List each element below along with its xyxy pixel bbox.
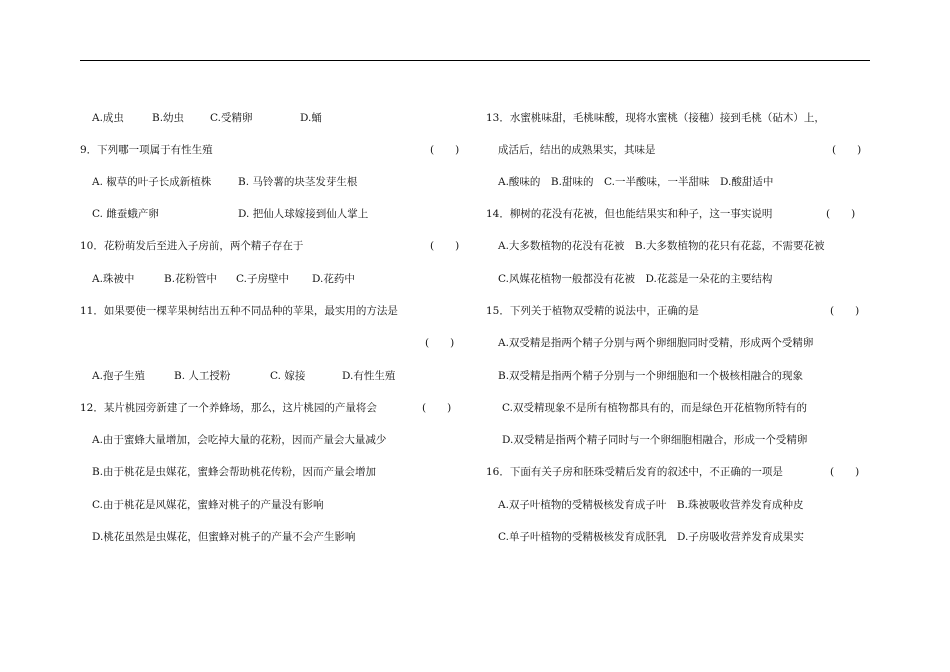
- option-b: B. 人工授粉: [174, 370, 231, 382]
- option-a: A.成虫: [92, 112, 124, 124]
- q12-option-c: [80, 497, 465, 513]
- q14-options-cd: [486, 271, 870, 287]
- option-d: D.有性生殖: [342, 370, 396, 382]
- option-b: B.花粉管中: [164, 273, 218, 285]
- question-text: 10．花粉萌发后至进入子房前，两个精子存在于: [80, 240, 304, 252]
- q15-option-d: [486, 432, 870, 448]
- option-a: A. 椒草的叶子长成新植株: [92, 176, 212, 188]
- question-text: 13．水蜜桃味甜，毛桃味酸，现将水蜜桃（接穗）接到毛桃（砧木）上，: [486, 112, 825, 124]
- question-text: 15．下列关于植物双受精的说法中，正确的是: [486, 305, 699, 317]
- q8-options: [80, 110, 465, 126]
- option-c: C.由于桃花是风媒花，蜜蜂对桃子的产量没有影响: [92, 499, 324, 511]
- answer-paren: ( ): [422, 402, 452, 414]
- option-a: A.珠被中: [92, 273, 135, 285]
- q11-options: [80, 368, 465, 384]
- q15-option-b: [486, 368, 870, 384]
- option-d: D.蛹: [300, 112, 322, 124]
- option-c: C. 嫁接: [270, 370, 306, 382]
- question-text: 12．某片桃园旁新建了一个养蜂场，那么，这片桃园的产量将会: [80, 402, 377, 414]
- option-c: C.双受精现象不是所有植物都具有的，而是绿色开花植物所特有的: [502, 402, 807, 414]
- option-b: B.双受精是指两个精子分别与一个卵细胞和一个极核相融合的现象: [498, 370, 804, 382]
- q9-options-ab: [80, 174, 465, 190]
- option-list: A.酸味的 B.甜味的 C.一半酸味，一半甜味 D.酸甜适中: [498, 176, 774, 188]
- option-c: C.子房壁中: [236, 273, 289, 285]
- option-list: C.单子叶植物的受精极核发育成胚乳 D.子房吸收营养发育成果实: [498, 531, 804, 543]
- question-text: 16．下面有关子房和胚珠受精后发育的叙述中，不正确的一项是: [486, 466, 783, 478]
- question-text: 成活后，结出的成熟果实，其味是: [498, 144, 656, 156]
- q10-stem: [80, 238, 465, 254]
- option-a: A.孢子生殖: [92, 370, 145, 382]
- question-text: 11．如果要使一棵苹果树结出五种不同品种的苹果，最实用的方法是: [80, 305, 398, 317]
- q12-stem: [80, 400, 465, 416]
- option-b: B. 马铃薯的块茎发芽生根: [238, 176, 358, 188]
- q14-options-ab: [486, 238, 870, 254]
- option-list: A.双子叶植物的受精极核发育成子叶 B.珠被吸收营养发育成种皮: [498, 499, 804, 511]
- option-b: B.由于桃花是虫媒花，蜜蜂会帮助桃花传粉，因而产量会增加: [92, 466, 377, 478]
- answer-paren: ( ): [830, 466, 860, 478]
- q10-options: [80, 271, 465, 287]
- q15-stem: [486, 303, 870, 319]
- option-d: D.双受精是指两个精子同时与一个卵细胞相融合，形成一个受精卵: [502, 434, 808, 446]
- q12-option-d: [80, 529, 465, 545]
- q13-stem-line2: [486, 142, 870, 158]
- q15-option-c: [486, 400, 870, 416]
- option-c: C.受精卵: [210, 112, 253, 124]
- option-d: D. 把仙人球嫁接到仙人掌上: [238, 208, 369, 220]
- option-d: D.桃花虽然是虫媒花，但蜜蜂对桃子的产量不会产生影响: [92, 531, 356, 543]
- question-text: 9．下列哪一项属于有性生殖: [80, 144, 213, 156]
- option-list: C.风媒花植物一般都没有花被 D.花蕊是一朵花的主要结构: [498, 273, 773, 285]
- q14-stem: [486, 206, 870, 222]
- q13-stem-line1: [486, 110, 870, 126]
- q15-option-a: [486, 335, 870, 351]
- q12-option-a: [80, 432, 465, 448]
- answer-paren: ( ): [430, 240, 460, 252]
- option-b: B.幼虫: [152, 112, 185, 124]
- q16-options-ab: [486, 497, 870, 513]
- q16-stem: [486, 464, 870, 480]
- header-rule: [80, 60, 870, 61]
- answer-paren: ( ): [832, 144, 862, 156]
- answer-paren: ( ): [830, 305, 860, 317]
- q11-paren-line: [80, 335, 465, 351]
- q16-options-cd: [486, 529, 870, 545]
- option-c: C. 雌蚕蛾产卵: [92, 208, 159, 220]
- question-text: 14．柳树的花没有花被，但也能结果实和种子，这一事实说明: [486, 208, 773, 220]
- q12-option-b: [80, 464, 465, 480]
- option-a: A.双受精是指两个精子分别与两个卵细胞同时受精，形成两个受精卵: [498, 337, 814, 349]
- option-a: A.由于蜜蜂大量增加，会吃掉大量的花粉，因而产量会大量减少: [92, 434, 387, 446]
- q13-options: [486, 174, 870, 190]
- option-list: A.大多数植物的花没有花被 B.大多数植物的花只有花蕊，不需要花被: [498, 240, 825, 252]
- answer-paren: ( ): [430, 144, 460, 156]
- q11-stem: [80, 303, 465, 319]
- q9-options-cd: [80, 206, 465, 222]
- answer-paren: ( ): [826, 208, 856, 220]
- q9-stem: [80, 142, 465, 158]
- answer-paren: ( ): [425, 337, 455, 349]
- option-d: D.花药中: [312, 273, 355, 285]
